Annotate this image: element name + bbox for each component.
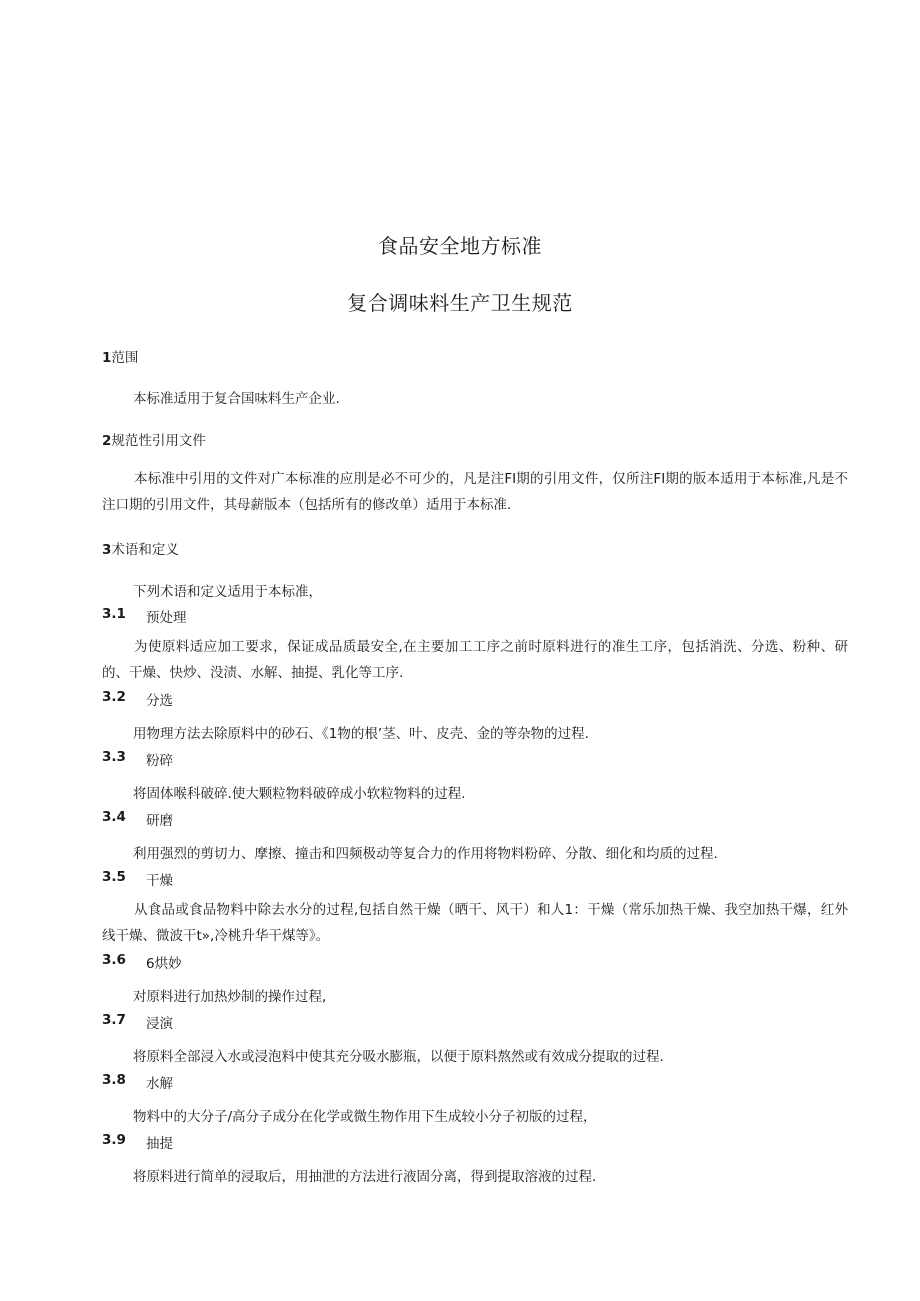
section-1-body: 本标准适用于复合国味料生产企业. [133, 391, 340, 407]
term-name: 干燥 [146, 873, 173, 889]
term-definition: 用物理方法去除原料中的砂石、《1物的根’茎、叶、皮壳、金的等杂物的过程. [133, 726, 589, 742]
term-number: 3.2 [102, 689, 126, 705]
term-definition: 物料中的大分子/高分子成分在化学或微生物作用下生成较小分子初版的过程， [133, 1109, 597, 1125]
term-definition: 从食品或食品物料中除去水分的过程,包括自然干燥（晒干、风干）和人1：干燥（常乐加热干燥、我空加热干爆，红外线干燥、微波干t»,冷桃升华干煤等》。 [102, 902, 848, 944]
term-number: 3.1 [102, 606, 126, 622]
term-number: 3.8 [102, 1072, 126, 1088]
section-3-intro: 下列术语和定义适用于本标准， [133, 584, 322, 600]
term-name: 6烘妙 [146, 956, 182, 972]
section-2-body: 本标准中引用的文件对广本标准的应刖是必不可少的，凡是注FI期的引用文件，仅所注FI期的版本适用于本标准,凡是不注口期的引用文件，其母薪版本（包括所有的修改单）适用于本标准. [102, 471, 848, 513]
term-name: 水解 [146, 1076, 173, 1092]
term-definition: 将原料进行简单的浸取后，用抽泄的方法进行液固分离，得到提取溶液的过程. [133, 1169, 597, 1185]
term-definition: 对原料进行加热炒制的操作过程, [133, 989, 327, 1005]
section-heading-1: 1范围 [102, 350, 139, 366]
section-heading-2: 2规范性引用文件 [102, 433, 206, 449]
term-name: 浸演 [146, 1016, 173, 1032]
term-number: 3.4 [102, 809, 126, 825]
term-number: 3.6 [102, 952, 126, 968]
document-subtitle: 复合调味料生产卫生规范 [347, 291, 573, 315]
term-definition: 将原料全部浸入水或浸泡料中使其充分吸水膨瓶，以便于原料熬然或有效成分提取的过程. [133, 1049, 664, 1065]
term-number: 3.3 [102, 749, 126, 765]
term-definition: 利用强烈的剪切力、摩擦、撞击和四频极动等复合力的作用将物料粉碎、分散、细化和均质的过程. [133, 846, 718, 862]
term-name: 分选 [146, 693, 173, 709]
term-name: 粉碎 [146, 753, 173, 769]
term-definition: 将固体喉科破碎.使大颗粒物料破碎成小软粒物料的过程. [133, 786, 466, 802]
term-number: 3.5 [102, 869, 126, 885]
document-title: 食品安全地方标准 [378, 234, 542, 258]
term-number: 3.9 [102, 1132, 126, 1148]
term-name: 研磨 [146, 813, 173, 829]
term-name: 预处理 [146, 610, 187, 626]
term-number: 3.7 [102, 1012, 126, 1028]
term-name: 抽提 [146, 1136, 173, 1152]
section-heading-3: 3术语和定义 [102, 542, 179, 558]
term-definition: 为使原料适应加工要求，保证成品质最安全,在主要加工工序之前时原料进行的准生工序，包括消洗、分选、粉种、研的、干燥、快炒、没渍、水解、抽提、乳化等工序. [102, 639, 848, 681]
